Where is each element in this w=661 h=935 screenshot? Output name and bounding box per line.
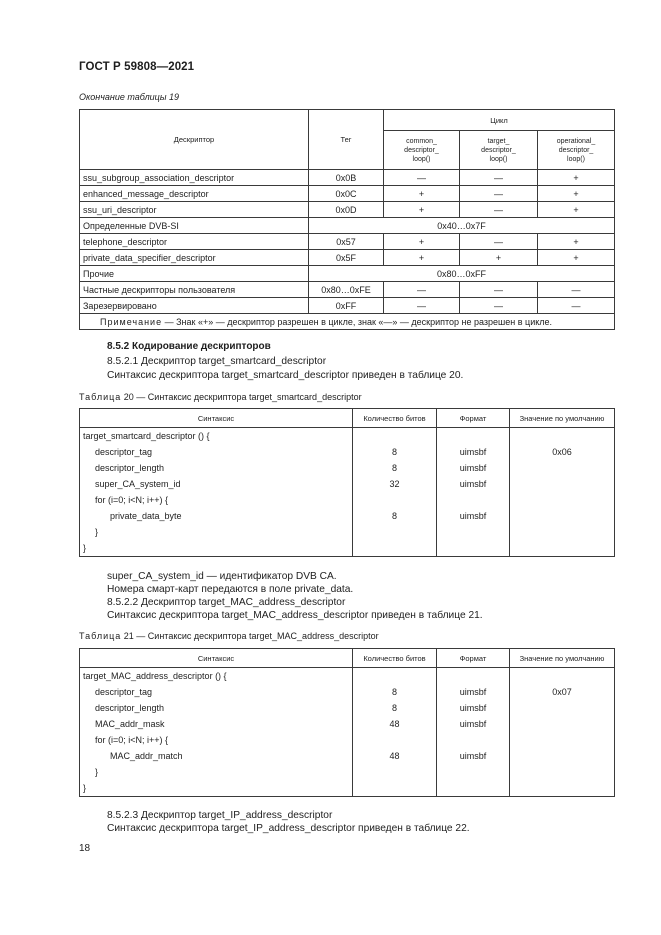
bits-value: 8 — [391, 687, 397, 697]
cell-common: + — [384, 186, 460, 202]
default-value — [510, 780, 614, 796]
bits-value: 8 — [391, 447, 397, 457]
table-note-row — [80, 314, 615, 330]
table19-caption: Окончание таблицы 19 — [79, 92, 179, 102]
cell-common: — — [384, 298, 460, 314]
paragraph: 8.5.2.1 Дескриптор target_smartcard_descriptor — [107, 356, 327, 367]
default-value: 0x06 — [552, 447, 572, 457]
format-value: uimsbf — [459, 687, 487, 697]
table-note — [80, 314, 615, 330]
cell-descriptor: telephone_descriptor — [80, 234, 309, 250]
format-value: uimsbf — [459, 703, 487, 713]
table-row — [80, 202, 615, 218]
col-header-format: Формат — [437, 409, 510, 428]
default-value — [510, 508, 614, 524]
cell-operational: + — [538, 234, 615, 250]
format-value — [437, 524, 509, 540]
bits-value — [353, 668, 436, 684]
format-value — [437, 428, 509, 444]
caption-text: 21 — Синтаксис дескриптора target_MAC_address_descriptor — [121, 631, 379, 641]
cell-target: — — [460, 282, 538, 298]
col-header-bits: Количество битов — [353, 649, 437, 668]
default-value — [510, 764, 614, 780]
cell-descriptor: private_data_specifier_descriptor — [80, 250, 309, 266]
table-row — [80, 282, 615, 298]
table-row — [80, 250, 615, 266]
col-header-default: Значение по умолчанию — [510, 649, 615, 668]
caption-label: Таблица — [79, 392, 122, 402]
cell-target: + — [460, 250, 538, 266]
bits-value — [353, 780, 436, 796]
cell-common: — — [384, 282, 460, 298]
bits-column — [353, 668, 437, 797]
syntax-line: for (i=0; i<N; i++) { — [95, 735, 169, 745]
default-value — [510, 716, 614, 732]
col-header-descriptor: Дескриптор — [80, 110, 309, 170]
cell-tag: 0xFF — [309, 298, 384, 314]
bits-value — [353, 428, 436, 444]
syntax-line: descriptor_tag — [95, 687, 153, 697]
cell-operational: + — [538, 186, 615, 202]
paragraph: 8.5.2.2 Дескриптор target_MAC_address_descriptor — [107, 597, 346, 608]
sub-line: loop() — [489, 155, 508, 163]
sub-line: descriptor_ — [481, 146, 516, 154]
sub-line: descriptor_ — [558, 146, 594, 154]
table21-caption — [79, 631, 379, 641]
table20-caption — [79, 392, 362, 402]
format-value — [437, 540, 509, 556]
col-header-syntax: Синтаксис — [80, 649, 353, 668]
col-header-target — [460, 131, 538, 170]
col-header-format: Формат — [437, 649, 510, 668]
bits-value: 32 — [389, 479, 400, 489]
sub-line: operational_ — [556, 137, 596, 145]
table-row — [80, 234, 615, 250]
bits-value — [353, 524, 436, 540]
section-heading: 8.5.2 Кодирование дескрипторов — [107, 341, 271, 352]
cell-operational: + — [538, 170, 615, 186]
sub-line: common_ — [406, 137, 437, 145]
syntax-line: } — [95, 527, 99, 537]
bits-value — [353, 540, 436, 556]
cell-target: — — [460, 186, 538, 202]
syntax-line: MAC_addr_mask — [95, 719, 165, 729]
cell-operational: + — [538, 250, 615, 266]
syntax-line: } — [83, 543, 87, 553]
default-value — [510, 476, 614, 492]
bits-value: 8 — [391, 463, 397, 473]
format-value: uimsbf — [459, 447, 487, 457]
default-value — [510, 524, 614, 540]
cell-target: — — [460, 202, 538, 218]
bits-value: 48 — [389, 751, 400, 761]
format-value: uimsbf — [459, 751, 487, 761]
cell-tag: 0x5F — [309, 250, 384, 266]
syntax-table-20 — [79, 408, 615, 557]
paragraph: Синтаксис дескриптора target_IP_address_descriptor приведен в таблице 22. — [107, 823, 470, 834]
note-text: — Знак «+» — дескриптор разрешен в цикле, знак «—» — дескриптор не разрешен в цикле. — [162, 316, 553, 327]
default-column — [510, 428, 615, 557]
caption-label: Таблица — [79, 631, 122, 641]
cell-span-range: 0x80…0xFF — [309, 266, 615, 282]
document-header: ГОСТ Р 59808—2021 — [79, 61, 195, 73]
descriptor-cycle-table — [79, 109, 615, 330]
col-header-operational — [538, 131, 615, 170]
syntax-line: private_data_byte — [110, 511, 182, 521]
bits-value — [353, 492, 436, 508]
syntax-line: for (i=0; i<N; i++) { — [95, 495, 169, 505]
format-column — [437, 668, 510, 797]
format-value — [437, 764, 509, 780]
syntax-line: descriptor_length — [95, 703, 165, 713]
syntax-line: super_CA_system_id — [95, 479, 181, 489]
paragraph: super_CA_system_id — идентификатор DVB CA. — [107, 571, 337, 582]
syntax-line: } — [83, 783, 87, 793]
caption-text: 20 — Синтаксис дескриптора target_smartcard_descriptor — [121, 392, 362, 402]
bits-value — [353, 764, 436, 780]
cell-operational: — — [538, 282, 615, 298]
default-value — [510, 748, 614, 764]
bits-value: 8 — [391, 511, 397, 521]
table-row — [80, 298, 615, 314]
format-value — [437, 732, 509, 748]
default-value — [510, 732, 614, 748]
sub-line: loop() — [412, 155, 431, 163]
col-header-bits: Количество битов — [353, 409, 437, 428]
cell-operational: + — [538, 202, 615, 218]
default-column — [510, 668, 615, 797]
cell-common: + — [384, 234, 460, 250]
paragraph: Синтаксис дескриптора target_MAC_address_descriptor приведен в таблице 21. — [107, 610, 483, 621]
format-value: uimsbf — [459, 463, 487, 473]
paragraph: Номера смарт-карт передаются в поле private_data. — [107, 584, 354, 595]
syntax-line: descriptor_length — [95, 463, 165, 473]
syntax-line: } — [95, 767, 99, 777]
default-value — [510, 700, 614, 716]
page-number: 18 — [79, 843, 91, 854]
default-value — [510, 540, 614, 556]
table-row — [80, 266, 615, 282]
cell-operational: — — [538, 298, 615, 314]
format-value: uimsbf — [459, 511, 487, 521]
cell-tag: 0x0C — [309, 186, 384, 202]
cell-descriptor: Прочие — [80, 266, 309, 282]
cell-descriptor: Определенные DVB-SI — [80, 218, 309, 234]
bits-column — [353, 428, 437, 557]
default-value — [510, 428, 614, 444]
sub-line: target_ — [487, 137, 510, 145]
paragraph: 8.5.2.3 Дескриптор target_IP_address_descriptor — [107, 810, 333, 821]
paragraph: Синтаксис дескриптора target_smartcard_descriptor приведен в таблице 20. — [107, 370, 464, 381]
default-value — [510, 668, 614, 684]
cell-descriptor: ssu_subgroup_association_descriptor — [80, 170, 309, 186]
cell-target: — — [460, 234, 538, 250]
cell-span-range: 0x40…0x7F — [309, 218, 615, 234]
col-header-default: Значение по умолчанию — [510, 409, 615, 428]
col-header-tag: Тег — [309, 110, 384, 170]
cell-common: + — [384, 202, 460, 218]
cell-tag: 0x0D — [309, 202, 384, 218]
bits-value — [353, 732, 436, 748]
cell-descriptor: enhanced_message_descriptor — [80, 186, 309, 202]
bits-value: 48 — [389, 719, 400, 729]
note-label: Примечание — [100, 316, 163, 327]
table-row — [80, 186, 615, 202]
sub-line: loop() — [567, 155, 585, 163]
syntax-line: target_MAC_address_descriptor () { — [83, 671, 227, 681]
cell-common: + — [384, 250, 460, 266]
format-value — [437, 668, 509, 684]
syntax-table-21 — [79, 648, 615, 797]
bits-value: 8 — [391, 703, 397, 713]
col-header-common — [384, 131, 460, 170]
default-value — [510, 460, 614, 476]
syntax-line: descriptor_tag — [95, 447, 153, 457]
cell-target: — — [460, 298, 538, 314]
col-header-cycle: Цикл — [384, 110, 615, 131]
cell-common: — — [384, 170, 460, 186]
table-row — [80, 218, 615, 234]
cell-tag: 0x0B — [309, 170, 384, 186]
cell-descriptor: ssu_uri_descriptor — [80, 202, 309, 218]
col-header-syntax: Синтаксис — [80, 409, 353, 428]
default-value: 0x07 — [552, 687, 572, 697]
cell-tag: 0x80…0xFE — [309, 282, 384, 298]
format-value: uimsbf — [459, 719, 487, 729]
format-value — [437, 780, 509, 796]
default-value — [510, 492, 614, 508]
format-value: uimsbf — [459, 479, 487, 489]
sub-line: descriptor_ — [404, 146, 439, 154]
format-column — [437, 428, 510, 557]
syntax-column — [80, 668, 353, 797]
syntax-column — [80, 428, 353, 557]
format-value — [437, 492, 509, 508]
cell-tag: 0x57 — [309, 234, 384, 250]
cell-descriptor: Частные дескрипторы пользователя — [80, 282, 309, 298]
cell-target: — — [460, 170, 538, 186]
cell-descriptor: Зарезервировано — [80, 298, 309, 314]
syntax-line: MAC_addr_match — [110, 751, 183, 761]
table-row — [80, 170, 615, 186]
syntax-line: target_smartcard_descriptor () { — [83, 431, 210, 441]
